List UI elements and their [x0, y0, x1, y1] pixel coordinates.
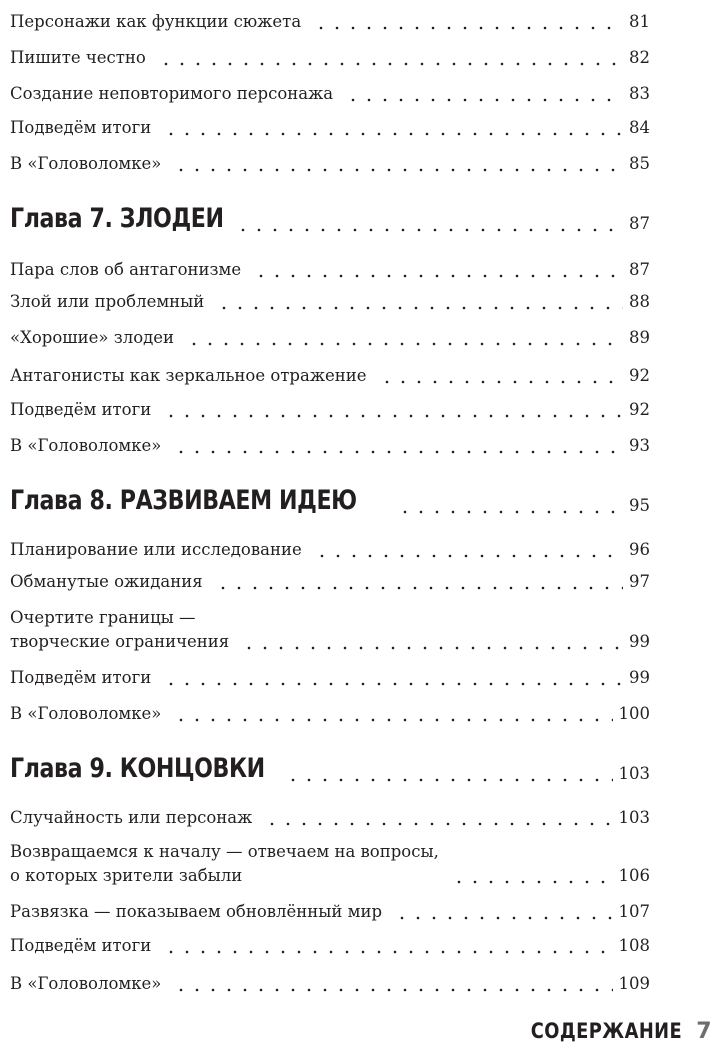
dot-leader: [390, 900, 612, 924]
toc-entry: [10, 840, 650, 888]
dot-leader: [281, 762, 613, 786]
entry-title: Пара слов об антагонизме: [10, 260, 242, 279]
page-number: 7: [696, 1019, 712, 1044]
chapter-title: Глава 9. КОНЦОВКИ: [10, 753, 265, 784]
toc-entry: [10, 434, 650, 458]
entry-page-number: 84: [629, 118, 650, 137]
toc-entry: [10, 398, 650, 422]
entry-page-number: 103: [618, 764, 650, 783]
dot-leader: [159, 934, 612, 958]
toc-chapter-heading: [10, 202, 650, 236]
chapter-title: Глава 8. РАЗВИВАЕМ ИДЕЮ: [10, 485, 357, 516]
dot-leader: [159, 116, 623, 140]
dot-leader: [309, 10, 623, 34]
entry-page-number: 93: [629, 436, 650, 455]
toc-entry: [10, 152, 650, 176]
entry-page-number: 81: [629, 12, 650, 31]
entry-title: Антагонисты как зеркальное отражение: [10, 366, 367, 385]
toc-entry: [10, 538, 650, 562]
toc-entry: [10, 258, 650, 282]
toc-chapter-heading: [10, 484, 650, 518]
entry-page-number: 83: [629, 84, 650, 103]
toc-entry: [10, 570, 650, 594]
entry-title: В «Головоломке»: [10, 436, 162, 455]
chapter-title: Глава 7. ЗЛОДЕИ: [10, 203, 224, 234]
dot-leader: [154, 46, 623, 70]
entry-page-number: 100: [618, 704, 650, 723]
dot-leader: [393, 494, 623, 518]
dot-leader: [341, 82, 623, 106]
entry-title: В «Головоломке»: [10, 974, 162, 993]
toc-entry: [10, 116, 650, 140]
entry-title: Планирование или исследование: [10, 540, 302, 559]
entry-page-number: 99: [629, 632, 650, 651]
entry-page-number: 99: [629, 668, 650, 687]
dot-leader: [260, 806, 612, 830]
toc-chapter-heading: [10, 752, 650, 786]
dot-leader: [310, 538, 623, 562]
entry-title: Пишите честно: [10, 48, 146, 67]
entry-title: Персонажи как функции сюжета: [10, 12, 302, 31]
dot-leader: [249, 258, 623, 282]
dot-leader: [169, 152, 623, 176]
entry-page-number: 103: [618, 808, 650, 827]
page-footer: [504, 1019, 712, 1044]
toc-entry: [10, 326, 650, 350]
toc-entry: [10, 702, 650, 726]
dot-leader: [169, 972, 612, 996]
toc-entry: [10, 364, 650, 388]
dot-leader: [237, 630, 623, 654]
entry-page-number: 95: [629, 496, 650, 515]
toc-entry: [10, 10, 650, 34]
entry-title: Возвращаемся к началу — отвечаем на вопросы, о которых зрители забыли: [10, 842, 439, 885]
entry-page-number: 87: [629, 214, 650, 233]
entry-page-number: 85: [629, 154, 650, 173]
dot-leader: [211, 570, 623, 594]
entry-title: Подведём итоги: [10, 400, 152, 419]
dot-leader: [159, 398, 623, 422]
toc-entry: [10, 46, 650, 70]
entry-page-number: 107: [618, 902, 650, 921]
entry-page-number: 109: [618, 974, 650, 993]
dot-leader: [182, 326, 623, 350]
toc-entry: [10, 972, 650, 996]
toc-entry: [10, 290, 650, 314]
entry-title: «Хорошие» злодеи: [10, 328, 175, 347]
dot-leader: [231, 212, 624, 236]
entry-title: Обманутые ожидания: [10, 572, 203, 591]
entry-page-number: 89: [629, 328, 650, 347]
entry-page-number: 96: [629, 540, 650, 559]
toc-entry: [10, 806, 650, 830]
entry-page-number: 108: [618, 936, 650, 955]
entry-title: Очертите границы — творческие ограничения: [10, 608, 230, 651]
toc-entry: [10, 934, 650, 958]
toc-entry: [10, 82, 650, 106]
entry-title: Создание неповторимого персонажа: [10, 84, 334, 103]
entry-page-number: 87: [629, 260, 650, 279]
dot-leader: [447, 864, 613, 888]
dot-leader: [169, 702, 612, 726]
entry-title: В «Головоломке»: [10, 704, 162, 723]
toc-entry: [10, 900, 650, 924]
dot-leader: [159, 666, 623, 690]
entry-title: Подведём итоги: [10, 118, 152, 137]
entry-title: Подведём итоги: [10, 936, 152, 955]
entry-page-number: 106: [618, 866, 650, 885]
entry-page-number: 92: [629, 366, 650, 385]
dot-leader: [212, 290, 623, 314]
entry-title: Развязка — показываем обновлённый мир: [10, 902, 383, 921]
toc-entry: [10, 606, 650, 654]
entry-page-number: 82: [629, 48, 650, 67]
entry-page-number: 92: [629, 400, 650, 419]
entry-title: Подведём итоги: [10, 668, 152, 687]
entry-title: В «Головоломке»: [10, 154, 162, 173]
entry-page-number: 97: [629, 572, 650, 591]
dot-leader: [169, 434, 623, 458]
entry-title: Случайность или персонаж: [10, 808, 253, 827]
running-header-label: СОДЕРЖАНИЕ: [530, 1019, 683, 1043]
entry-page-number: 88: [629, 292, 650, 311]
entry-title: Злой или проблемный: [10, 292, 205, 311]
dot-leader: [375, 364, 623, 388]
toc-entry: [10, 666, 650, 690]
